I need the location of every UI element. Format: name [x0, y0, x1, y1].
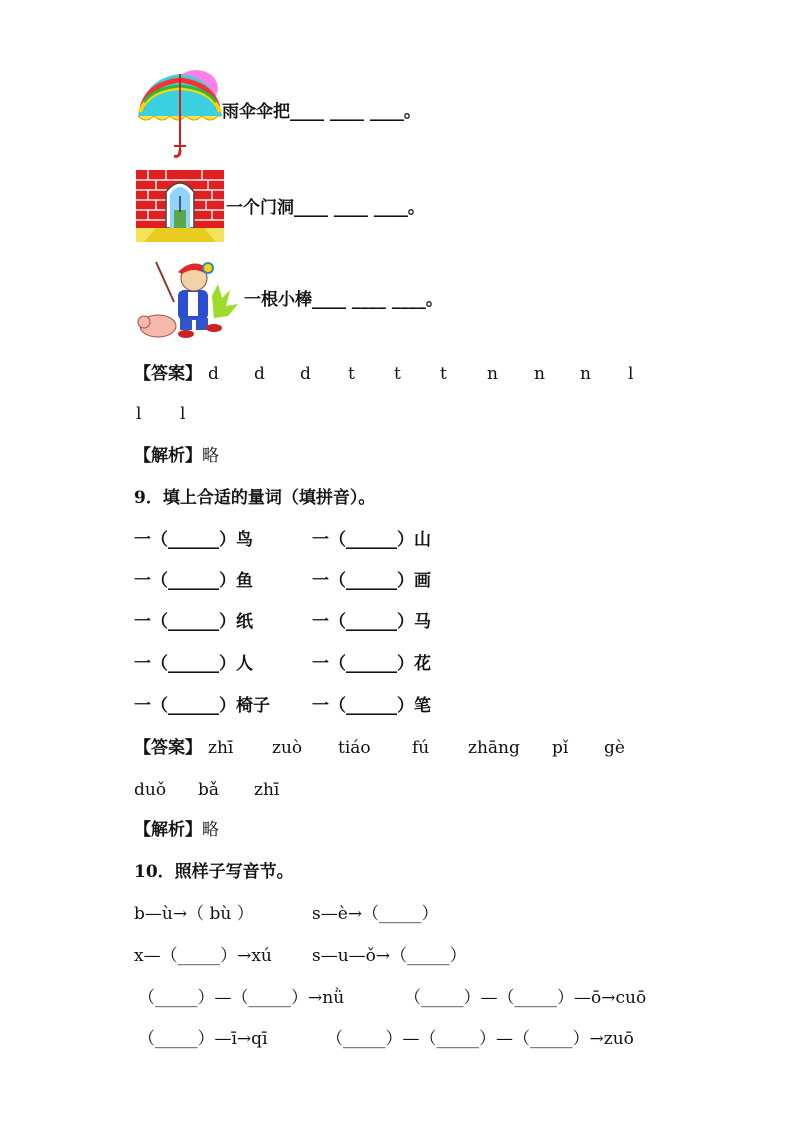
- q9-row-3-right: 一（______）马: [312, 612, 431, 632]
- door-picture: [136, 170, 224, 242]
- q9-title: 9．填上合适的量词（填拼音）。: [134, 488, 376, 508]
- answer-item: d: [300, 364, 311, 384]
- q10-row-2-right: s—u—ǒ→（_____）: [312, 946, 467, 966]
- answer-item: zhī: [254, 780, 280, 800]
- answer-item: l: [136, 404, 142, 424]
- q10-row-3-right: （_____）—（_____）—ō→cuō: [404, 988, 647, 1008]
- q9-row-2-right: 一（______）画: [312, 571, 431, 591]
- q9-row-5-right: 一（______）笔: [312, 696, 431, 716]
- answer-item: zuò: [272, 738, 303, 758]
- q9-row-4-left: 一（______）人: [134, 654, 253, 674]
- q9-row-5-left: 一（______）椅子: [134, 696, 270, 716]
- q10-row-2-left: x—（_____）→xú: [134, 946, 272, 966]
- q10-title: 10．照样子写音节。: [134, 862, 294, 882]
- answer-item: fú: [412, 738, 430, 758]
- answer-item: d: [208, 364, 219, 384]
- answer-item: bǎ: [198, 780, 220, 800]
- boy-stick-picture: [134, 256, 242, 342]
- answer-item: l: [628, 364, 634, 384]
- q10-row-3-left: （_____）—（_____）→nǜ: [138, 988, 345, 1008]
- q8-line-umbrella: 雨伞伞把____ ____ ____。: [222, 102, 421, 122]
- q9-row-2-left: 一（______）鱼: [134, 571, 253, 591]
- q10-row-1-example: b—ù→（ bù ）: [134, 904, 254, 924]
- answer-item: duǒ: [134, 780, 167, 800]
- q9-row-4-right: 一（______）花: [312, 654, 431, 674]
- answer-item: t: [348, 364, 355, 384]
- q9-row-3-left: 一（______）纸: [134, 612, 253, 632]
- answer-item: l: [180, 404, 186, 424]
- answer-item: n: [487, 364, 498, 384]
- answer-label-q9: 【答案】: [134, 738, 202, 758]
- q9-row-1-left: 一（______）鸟: [134, 530, 253, 550]
- answer-item: tiáo: [338, 738, 371, 758]
- answer-item: zhī: [208, 738, 234, 758]
- answer-item: t: [394, 364, 401, 384]
- q9-row-1-right: 一（______）山: [312, 530, 431, 550]
- q10-row-4-right: （_____）—（_____）—（_____）→zuō: [326, 1029, 634, 1049]
- answer-item: t: [440, 364, 447, 384]
- answer-item: n: [580, 364, 591, 384]
- analysis-q9: 【解析】略: [134, 820, 219, 840]
- answer-item: gè: [604, 738, 625, 758]
- answer-item: zhāng: [468, 738, 520, 758]
- q8-line-door: 一个门洞____ ____ ____。: [226, 198, 425, 218]
- analysis-q8: 【解析】略: [134, 446, 219, 466]
- q10-row-4-left: （_____）—ī→qī: [138, 1029, 268, 1049]
- answer-item: pǐ: [552, 738, 569, 758]
- answer-label-q8: 【答案】: [134, 364, 202, 384]
- umbrella-picture: [134, 68, 226, 160]
- answer-item: n: [534, 364, 545, 384]
- answer-item: d: [254, 364, 265, 384]
- q8-line-stick: 一根小棒____ ____ ____。: [244, 290, 443, 310]
- q10-row-1-right: s—è→（_____）: [312, 904, 439, 924]
